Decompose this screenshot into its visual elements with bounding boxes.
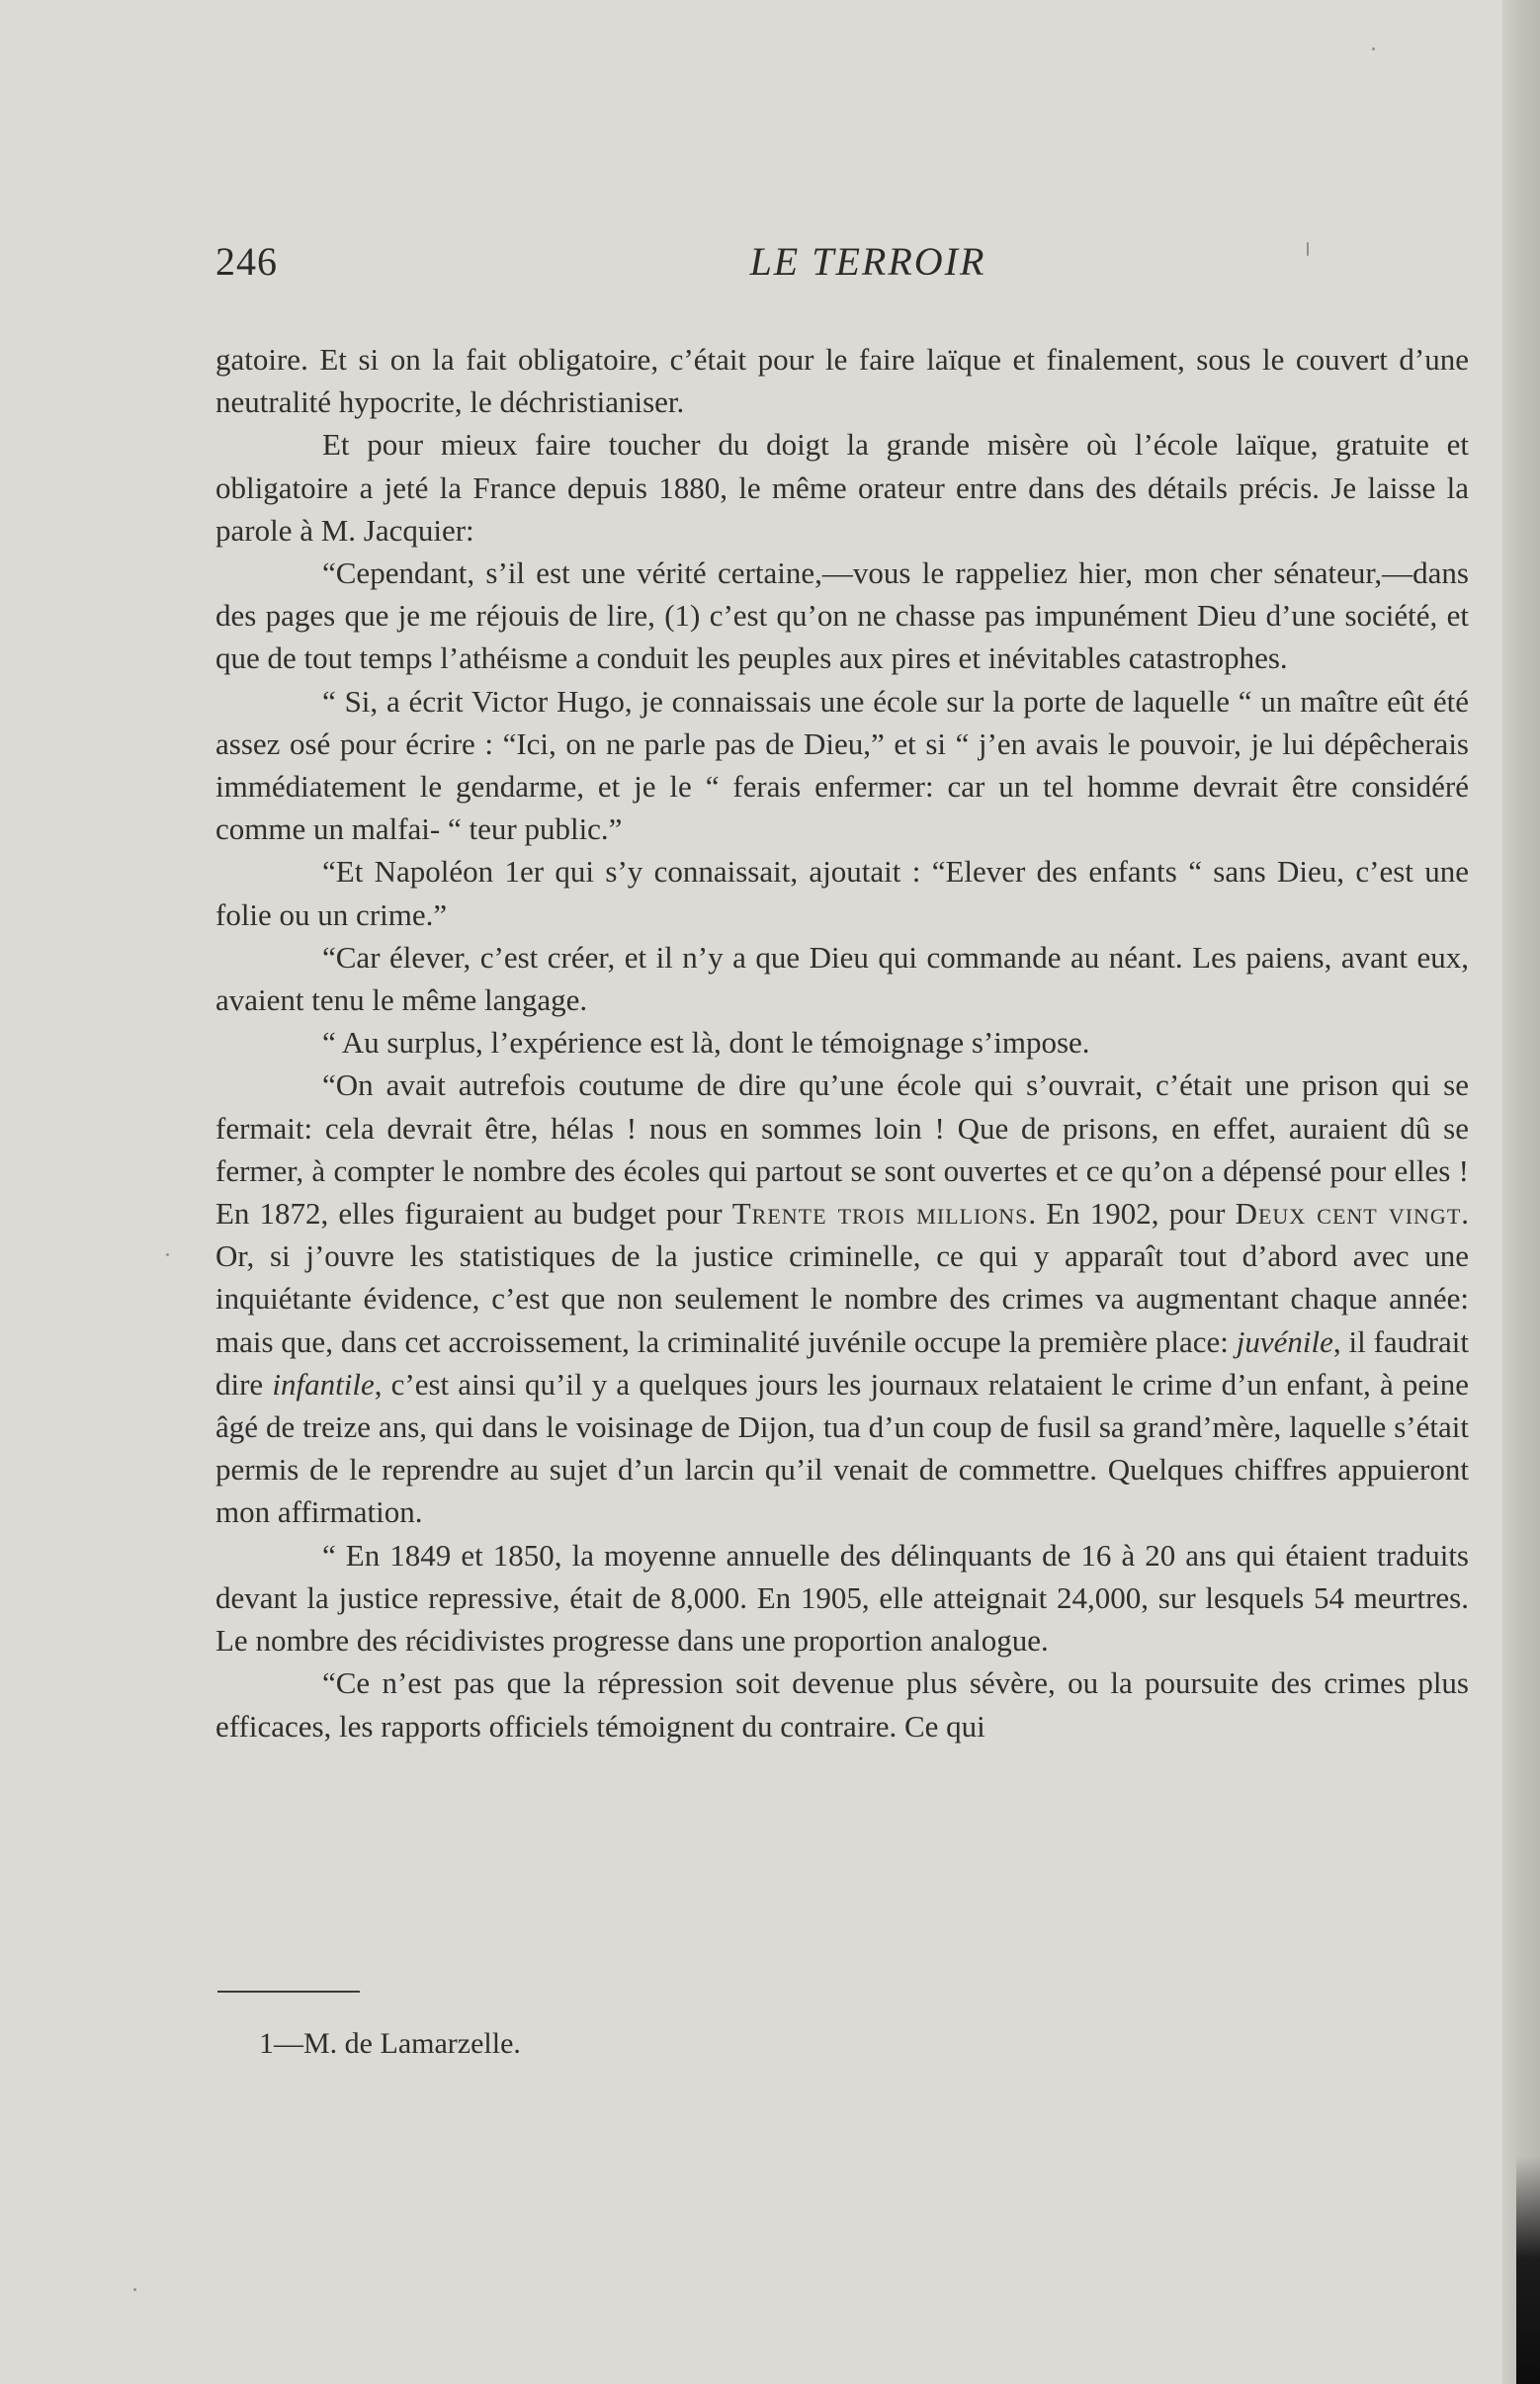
- budget-1902-amount: Deux cent vingt: [1235, 1196, 1462, 1232]
- paragraph-8-part-b: . En 1902, pour: [1028, 1196, 1236, 1232]
- running-head: LE TERROIR: [749, 239, 986, 284]
- italic-juvenile: juvénile: [1236, 1323, 1333, 1359]
- print-speck: [1372, 47, 1375, 50]
- print-speck: [133, 2288, 136, 2291]
- budget-1872-amount: Trente trois millions: [731, 1196, 1029, 1232]
- print-speck: [1307, 242, 1309, 256]
- paragraph-8-part-a: “On avait autrefois coutume de dire qu’une école qui s’ouvrait, c’était une prison qui se fermait: cela devrait être, hélas ! nous en sommes loin ! Que de prisons, en effet, auraient dû se fermer, à compter le nombre des écoles qui partout se sont ouvertes et ce qu’on a dépensé pour elles ! En 1872, elles figuraient au budget pour: [215, 1067, 1469, 1232]
- footnote-rule: [217, 1991, 360, 1993]
- paragraph-2: Et pour mieux faire toucher du doigt la grande misère où l’école laïque, gratuite et obligatoire a jeté la France depuis 1880, le même orateur entre dans des détails précis. Je laisse la parole à M. Jacquier:: [215, 427, 1469, 548]
- page-number: 246: [215, 239, 278, 284]
- binding-shadow: [1516, 2157, 1540, 2384]
- italic-infantile: infantile: [272, 1366, 375, 1402]
- footnote: 1—M. de Lamarzelle.: [259, 2027, 521, 2060]
- paragraph-8-part-d: , il faudrait dire: [215, 1323, 1469, 1402]
- paragraph-9: “ En 1849 et 1850, la moyenne annuelle des délinquants de 16 à 20 ans qui étaient traduits devant la justice repressive, était de 8,000. En 1905, elle atteignait 24,000, sur lesquels 54 meurtres. Le nombre des récidivistes progresse dans une proportion analogue.: [215, 1537, 1469, 1659]
- paragraph-5-napoleon-quote: “Et Napoléon 1er qui s’y connaissait, ajoutait : “Elever des enfants “ sans Dieu, c’est une folie ou un crime.”: [215, 854, 1469, 932]
- paragraph-8-part-c: . Or, si j’ouvre les statistiques de la justice criminelle, ce qui y apparaît tout d’abord avec une inquiétante évidence, c’est que non seulement le nombre des crimes va augmentant chaque année: mais que, dans cet accroissement, la criminalité juvénile occupe la première place:: [215, 1196, 1470, 1359]
- body-text: [215, 338, 1469, 1747]
- page-edge: [1502, 0, 1540, 2384]
- paragraph-6: “Car élever, c’est créer, et il n’y a que Dieu qui commande au néant. Les paiens, avant eux, avaient tenu le même langage.: [215, 939, 1469, 1018]
- paragraph-8-part-e: , c’est ainsi qu’il y a quelques jours les journaux relataient le crime d’un enfant, à peine âgé de treize ans, qui dans le voisinage de Dijon, tua d’un coup de fusil sa grand’mère, laquelle s’était permis de le reprendre au sujet d’un larcin qu’il venait de commettre. Quelques chiffres appuieront mon affirmation.: [215, 1366, 1470, 1530]
- paragraph-8: [215, 1064, 1469, 1533]
- paragraph-10: “Ce n’est pas que la répression soit devenue plus sévère, ou la poursuite des crimes plus efficaces, les rapports officiels témoignent du contraire. Ce qui: [215, 1665, 1469, 1744]
- paragraph-4-hugo-quote: “ Si, a écrit Victor Hugo, je connaissais une école sur la porte de laquelle “ un maître eût été assez osé pour écrire : “Ici, on ne parle pas de Dieu,” et si “ j’en avais le pouvoir, je lui dépêcherais immédiatement le gendarme, et je le “ ferais enfermer: car un tel homme devrait être considéré comme un malfai- “ teur public.”: [215, 683, 1469, 847]
- paragraph-7: “ Au surplus, l’expérience est là, dont le témoignage s’impose.: [322, 1025, 1090, 1061]
- print-speck: [166, 1253, 169, 1256]
- paragraph-3: “Cependant, s’il est une vérité certaine,—vous le rappeliez hier, mon cher sénateur,—dans des pages que je me réjouis de lire, (1) c’est qu’on ne chasse pas impunément Dieu d’une société, et que de tout temps l’athéisme a conduit les peuples aux pires et inévitables catastrophes.: [215, 555, 1469, 676]
- paragraph-1: gatoire. Et si on la fait obligatoire, c’était pour le faire laïque et finalement, sous le couvert d’une neutralité hypocrite, le déchristianiser.: [215, 342, 1469, 420]
- page-header: [215, 235, 1463, 289]
